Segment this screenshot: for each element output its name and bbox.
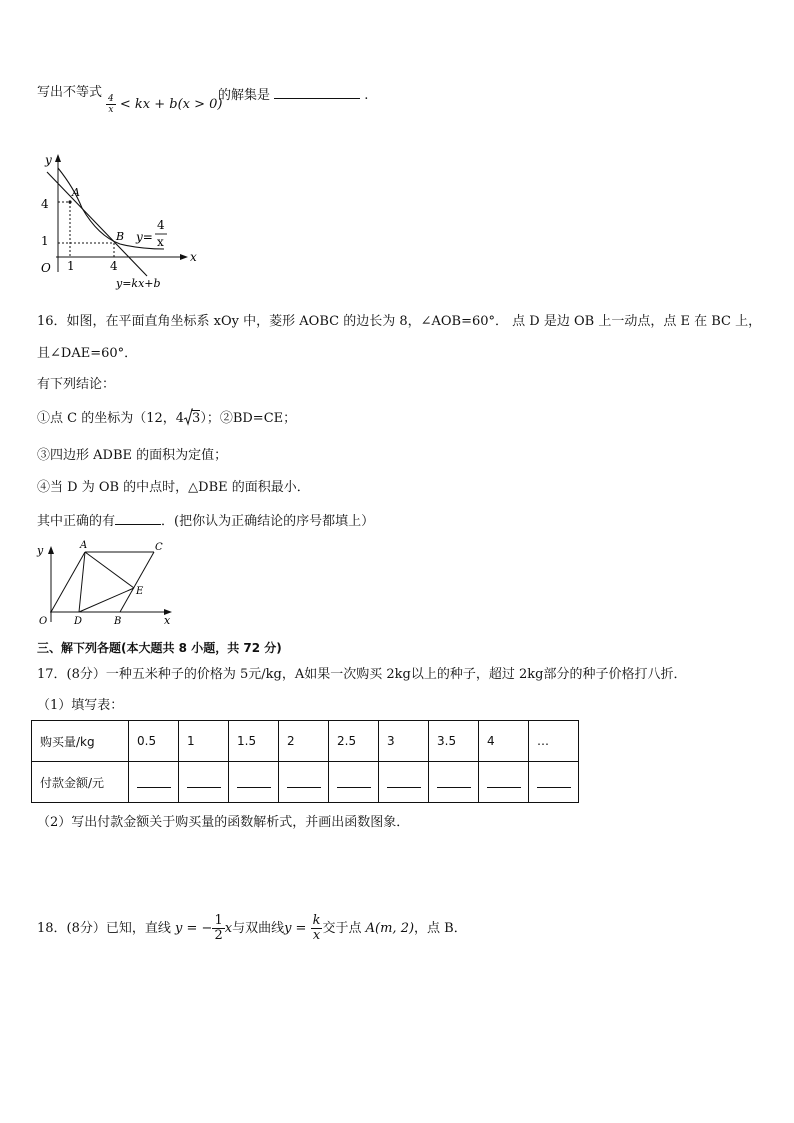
q15-line-label: y=kx+b: [116, 277, 161, 290]
q16-c1-root: 3: [192, 411, 201, 426]
q16-label-b: B: [114, 616, 122, 627]
q15-curve-label-y: y=: [136, 230, 153, 244]
q17-cell-p-2[interactable]: [179, 762, 229, 803]
q16-ask-post: ．(把你认为正确结论的序号都填上）: [161, 514, 375, 529]
q17-cell-q-4: 2: [279, 721, 329, 762]
q16-line2: 且∠DAE=60°．: [37, 346, 138, 361]
q16-label-x: x: [164, 614, 171, 627]
q15-linear-line: [47, 172, 147, 276]
q18-f2-num: k: [312, 913, 321, 928]
q16-c1-coef: 4: [175, 411, 185, 426]
q17-cell-p-4[interactable]: [279, 762, 329, 803]
q17-cell-p-6[interactable]: [379, 762, 429, 803]
q15-prefix: 写出不等式: [37, 85, 103, 100]
q15-label-y: y: [45, 153, 52, 167]
q16-conclusion-1: [37, 410, 296, 428]
q15-label-o: O: [41, 261, 51, 275]
q17-cell-p-5[interactable]: [329, 762, 379, 803]
q16-label-d: D: [74, 616, 83, 627]
q15-point-a: [68, 200, 71, 203]
q18-line: [37, 914, 467, 950]
q17-part2: （2）写出付款金额关于购买量的函数解析式，并画出函数图象．: [37, 815, 410, 830]
q15-curve-label-den: x: [157, 235, 164, 249]
q18-x1: x: [224, 921, 233, 936]
q15-curve-label-num: 4: [157, 218, 165, 232]
q16-c1-sqrt: [184, 410, 200, 428]
q16-line1: 16．如图，在平面直角坐标系 xOy 中，菱形 AOBC 的边长为 8，∠AOB=60°． 点 D 是边 OB 上一动点，点 E 在 BC 上，: [37, 314, 762, 329]
q16-c1-pre: ①点 C 的坐标为（12，: [37, 411, 176, 426]
q18-f2-den: x: [312, 928, 321, 943]
q15-end: .: [364, 88, 369, 103]
q18-mid2: 交于点: [322, 921, 362, 936]
q18-f1-den: 2: [214, 928, 223, 943]
q15-tick-x1: 1: [67, 259, 75, 273]
q17-cell-q-3: 1.5: [229, 721, 279, 762]
q18-post: ，点 B．: [414, 921, 467, 936]
q15-tick-y1: 1: [41, 234, 49, 248]
q16-sqrt-icon: [184, 408, 193, 426]
q15-graph: [30, 146, 210, 292]
q17-cell-p-8[interactable]: [479, 762, 529, 803]
section-3-heading: 三、解下列各题(本大题共 8 小题，共 72 分): [37, 641, 282, 655]
q15-suffix: 的解集是: [218, 88, 271, 103]
q16-ask-pre: 其中正确的有: [37, 514, 116, 529]
q16-line3: 有下列结论：: [37, 377, 116, 392]
q15-prompt: [37, 84, 102, 102]
q17-cell-q-9: …: [529, 721, 579, 762]
q16-label-c: C: [155, 542, 163, 553]
q15-tick-x4: 4: [110, 259, 118, 273]
q15-x-arrow: [180, 254, 188, 260]
q17-row-payment: [32, 762, 579, 803]
q16-y-arrow: [48, 546, 54, 554]
q18-y1: y = −: [175, 921, 213, 936]
q17-cell-p-7[interactable]: [429, 762, 479, 803]
q15-ineq-den: x: [108, 105, 114, 115]
q15-label-x: x: [190, 250, 197, 264]
q16-label-o: O: [39, 616, 48, 627]
q16-label-a: A: [80, 540, 88, 551]
q17-cell-p-1[interactable]: [129, 762, 179, 803]
q17-cell-q-6: 3: [379, 721, 429, 762]
q15-y-arrow: [55, 154, 61, 162]
q18-fraction-2: [311, 914, 323, 943]
q16-ask: [37, 510, 374, 531]
q17-row1-head: 购买量/kg: [32, 721, 129, 762]
q15-tick-y4: 4: [41, 197, 49, 211]
q16-c1-post: ）；②BD=CE；: [200, 411, 297, 426]
q15-label-a: A: [72, 186, 80, 199]
q17-cell-q-7: 3.5: [429, 721, 479, 762]
q18-point: A(m, 2): [365, 921, 415, 936]
q16-conclusion-4: ④当 D 为 OB 的中点时，△DBE 的面积最小．: [37, 480, 310, 495]
q18-y2: y =: [284, 921, 307, 936]
q16-segment-de: [79, 588, 134, 612]
q15-answer-blank[interactable]: [274, 84, 360, 99]
q18-mid: 与双曲线: [232, 921, 285, 936]
q15-inequality: [106, 94, 223, 115]
q17-line1: 17．(8分）一种五米种子的价格为 5元/kg，A如果一次购买 2kg以上的种子，超过 2kg部分的种子价格打八折．: [37, 667, 687, 682]
q16-segment-ae: [85, 552, 134, 588]
q16-answer-blank[interactable]: [115, 510, 161, 525]
q16-conclusion-3: ③四边形 ADBE 的面积为定值；: [37, 448, 228, 463]
q15-suffix-line: [218, 84, 368, 105]
q17-table: [31, 720, 579, 803]
q18-f1-num: 1: [214, 913, 223, 928]
q17-cell-p-3[interactable]: [229, 762, 279, 803]
q17-row-quantity: [32, 721, 579, 762]
q17-row2-head: 付款金额/元: [32, 762, 129, 803]
q18-fraction-1: [212, 914, 224, 943]
q17-cell-p-9[interactable]: [529, 762, 579, 803]
q16-label-e: E: [136, 586, 144, 597]
q17-part1: （1）填写表：: [37, 698, 124, 713]
q17-cell-q-5: 2.5: [329, 721, 379, 762]
q17-cell-q-2: 1: [179, 721, 229, 762]
q15-ineq-num: 4: [108, 94, 114, 104]
q15-ineq-rest: < kx + b(x > 0): [119, 97, 223, 112]
q15-ineq-fraction: [106, 94, 116, 115]
q16-label-y: y: [37, 544, 44, 557]
q17-cell-q-8: 4: [479, 721, 529, 762]
q17-cell-q-1: 0.5: [129, 721, 179, 762]
q18-pre: 18．(8分）已知，直线: [37, 921, 171, 936]
q15-label-b: B: [116, 230, 125, 243]
q16-graph: [30, 538, 180, 630]
